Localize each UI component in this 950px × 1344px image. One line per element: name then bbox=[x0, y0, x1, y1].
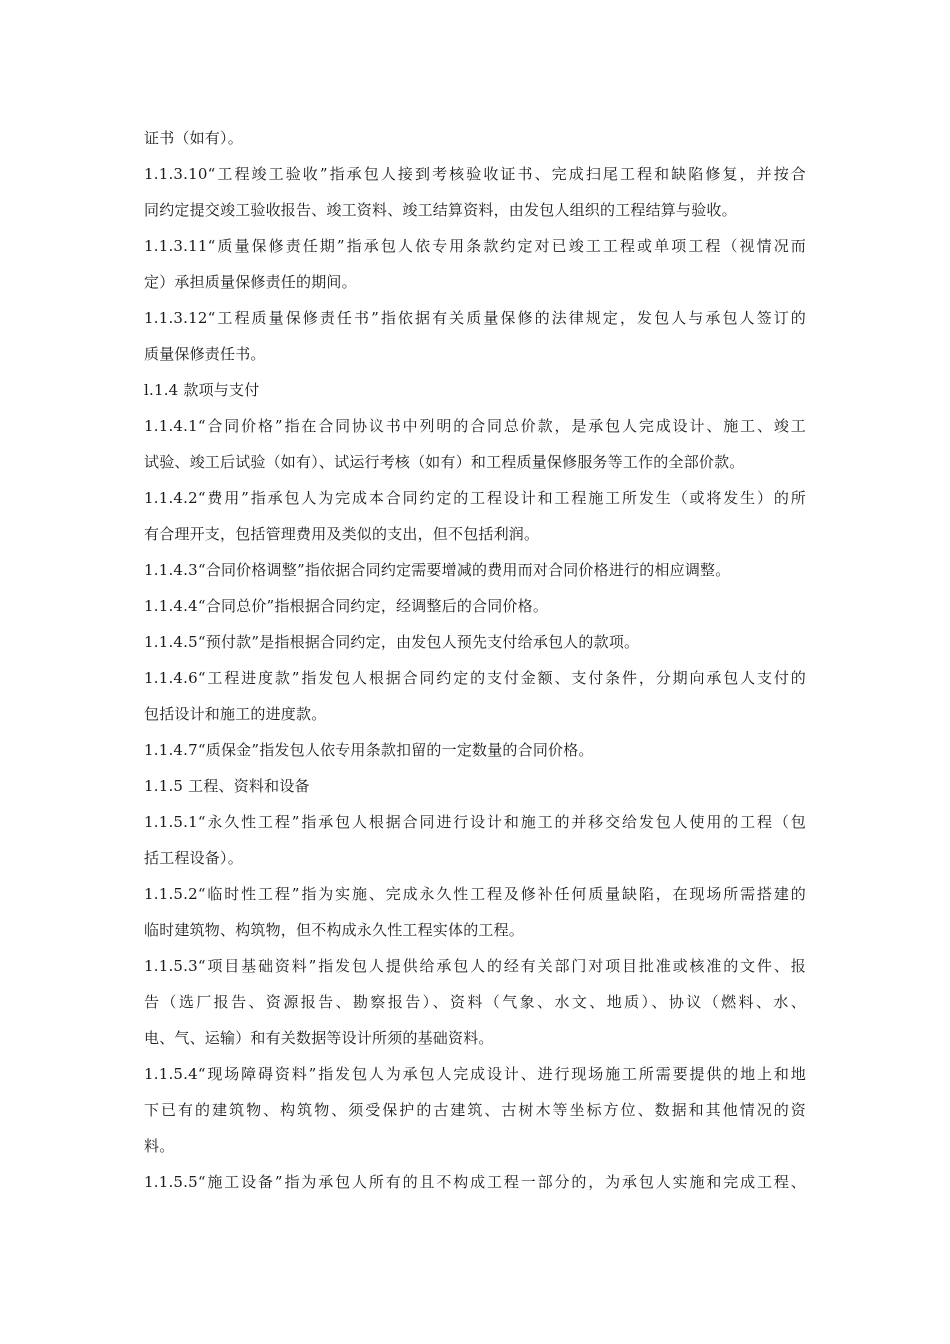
document-body bbox=[144, 120, 806, 1200]
section-heading: l.1.4 款项与支付 bbox=[144, 381, 260, 399]
text-line: 定）承担质量保修责任的期间。 bbox=[144, 273, 357, 291]
text-line: 1.1.5.5“施工设备”指为承包人所有的且不构成工程一部分的，为承包人实施和完成工程、 bbox=[144, 1173, 806, 1191]
text-line: 1.1.4.1“合同价格”指在合同协议书中列明的合同总价款，是承包人完成设计、施工、竣工 bbox=[144, 417, 806, 435]
text-line: 临时建筑物、构筑物，但不构成永久性工程实体的工程。 bbox=[144, 921, 525, 939]
text-line: 电、气、运输）和有关数据等设计所须的基础资料。 bbox=[144, 1029, 494, 1047]
text-line: 1.1.4.6“工程进度款”指发包人根据合同约定的支付金额、支付条件，分期向承包人支付的 bbox=[144, 669, 806, 687]
text-line: 1.1.5.3“项目基础资料”指发包人提供给承包人的经有关部门对项目批准或核准的文件、报 bbox=[144, 957, 806, 975]
text-line: 1.1.4.7“质保金”指发包人依专用条款扣留的一定数量的合同价格。 bbox=[144, 741, 594, 759]
text-line: 1.1.3.10“工程竣工验收”指承包人接到考核验收证书、完成扫尾工程和缺陷修复，并按合 bbox=[144, 165, 806, 183]
text-line: 1.1.4.3“合同价格调整”指依据合同约定需要增减的费用而对合同价格进行的相应调整。 bbox=[144, 561, 731, 579]
text-line: 下已有的建筑物、构筑物、须受保护的古建筑、古树木等坐标方位、数据和其他情况的资 bbox=[144, 1101, 806, 1119]
text-line: 1.1.5.2“临时性工程”指为实施、完成永久性工程及修补任何质量缺陷，在现场所需搭建的 bbox=[144, 885, 806, 903]
text-line: 1.1.5.1“永久性工程”指承包人根据合同进行设计和施工的并移交给发包人使用的工程（包 bbox=[144, 813, 806, 831]
text-line: 证书（如有）。 bbox=[144, 129, 243, 147]
text-line: 1.1.4.2“费用”指承包人为完成本合同约定的工程设计和工程施工所发生（或将发生）的所 bbox=[144, 489, 806, 507]
text-line: 试验、竣工后试验（如有）、试运行考核（如有）和工程质量保修服务等工作的全部价款。 bbox=[144, 453, 745, 471]
text-line: 料。 bbox=[144, 1137, 175, 1155]
text-line: 1.1.4.5“预付款”是指根据合同约定，由发包人预先支付给承包人的款项。 bbox=[144, 633, 640, 651]
text-line: 告（选厂报告、资源报告、勘察报告）、资料（气象、水文、地质）、协议（燃料、水、 bbox=[144, 993, 806, 1011]
text-line: 有合理开支，包括管理费用及类似的支出，但不包括利润。 bbox=[144, 525, 540, 543]
text-line: 同约定提交竣工验收报告、竣工资料、竣工结算资料，由发包人组织的工程结算与验收。 bbox=[144, 201, 737, 219]
text-line: 1.1.4.4“合同总价”指根据合同约定，经调整后的合同价格。 bbox=[144, 597, 549, 615]
text-line: 包括设计和施工的进度款。 bbox=[144, 705, 327, 723]
text-line: 括工程设备）。 bbox=[144, 849, 243, 867]
section-heading: 1.1.5 工程、资料和设备 bbox=[144, 777, 310, 795]
text-line: 质量保修责任书。 bbox=[144, 345, 266, 363]
text-line: 1.1.3.12“工程质量保修责任书”指依据有关质量保修的法律规定，发包人与承包人签订的 bbox=[144, 309, 806, 327]
text-line: 1.1.3.11“质量保修责任期”指承包人依专用条款约定对已竣工工程或单项工程（视情况而 bbox=[144, 237, 806, 255]
text-line: 1.1.5.4“现场障碍资料”指发包人为承包人完成设计、进行现场施工所需要提供的地上和地 bbox=[144, 1065, 806, 1083]
